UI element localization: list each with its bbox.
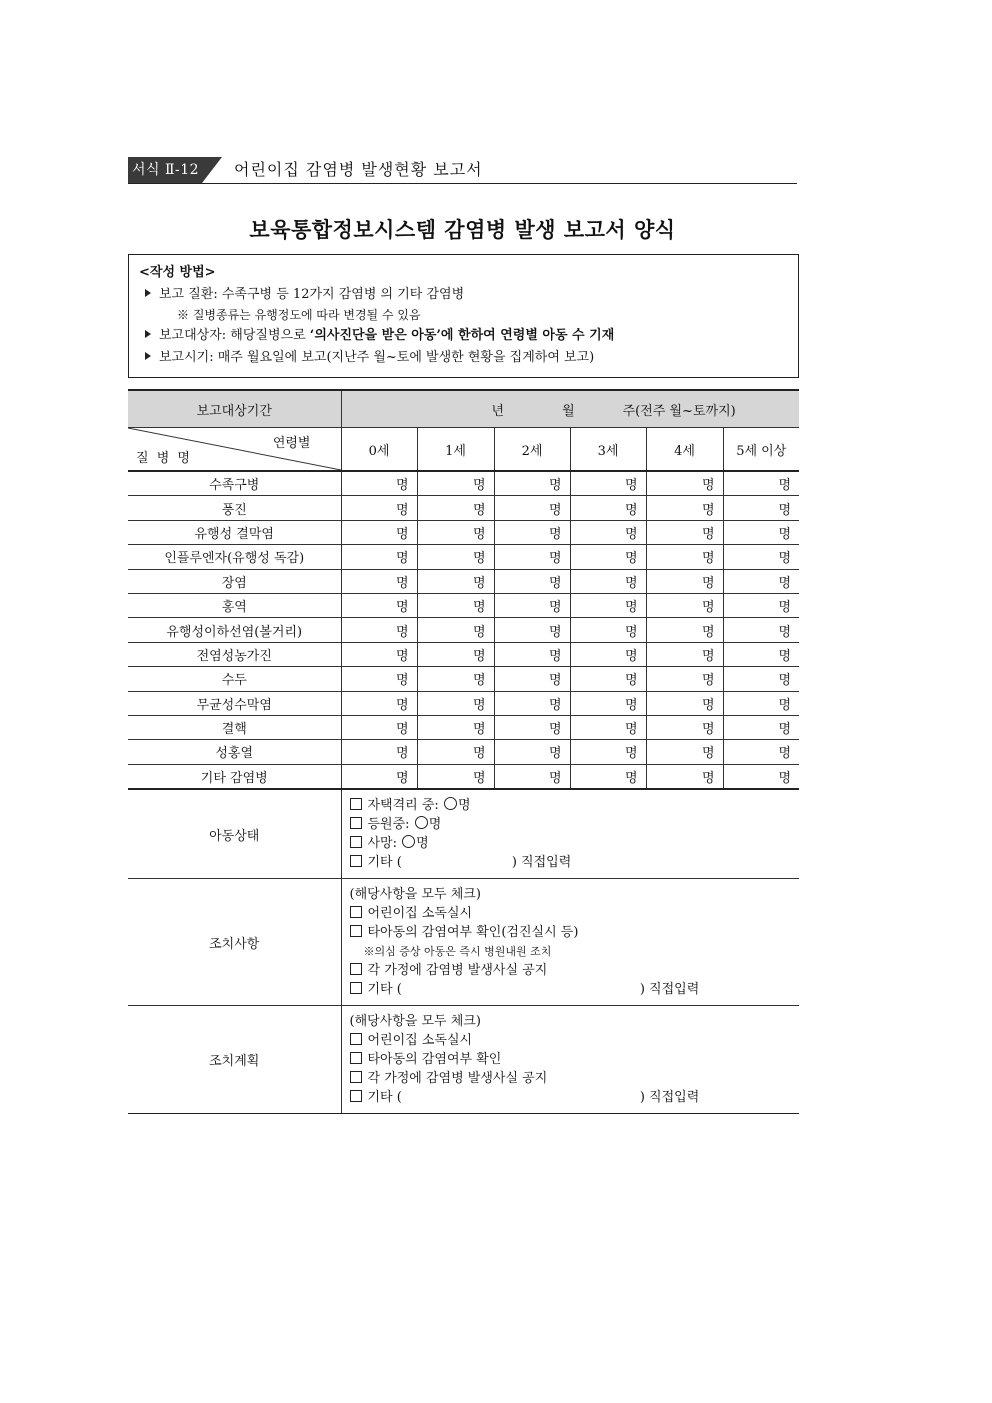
count-cell[interactable]: 명 [494, 667, 570, 691]
count-cell[interactable]: 명 [646, 496, 723, 520]
count-cell[interactable]: 명 [417, 691, 494, 715]
instruction-item: 보고대상자: 해당질병으로 ‘의사진단을 받은 아동’에 한하여 연령별 아동 수 기재 [139, 325, 788, 347]
age-column-header: 2세 [494, 428, 570, 472]
count-cell[interactable]: 명 [341, 642, 417, 666]
disease-row [128, 569, 799, 593]
count-cell[interactable]: 명 [494, 471, 570, 496]
bullet-triangle-icon [145, 330, 151, 338]
instruction-note: ※ 질병종류는 유행정도에 따라 변경될 수 있음 [177, 308, 421, 322]
age-column-header: 4세 [646, 428, 723, 472]
disease-name: 수족구병 [128, 471, 341, 496]
count-cell[interactable]: 명 [646, 667, 723, 691]
count-cell[interactable]: 명 [570, 642, 646, 666]
disease-header: 질 병 명 [136, 451, 192, 466]
count-cell[interactable]: 명 [646, 569, 723, 593]
disease-row [128, 642, 799, 666]
count-cell[interactable]: 명 [341, 618, 417, 642]
action-taken-section [341, 879, 799, 1006]
count-cell[interactable]: 명 [341, 764, 417, 789]
instruction-item: 보고 질환: 수족구병 등 12가지 감염병 의 기타 감염병 [139, 284, 788, 306]
count-cell[interactable]: 명 [494, 740, 570, 764]
disease-rows [128, 471, 799, 789]
circle-blank-icon [415, 816, 428, 829]
checkbox[interactable] [350, 925, 362, 937]
count-cell[interactable]: 명 [570, 593, 646, 617]
tag-slant-decoration [202, 157, 222, 183]
count-cell[interactable]: 명 [723, 691, 799, 715]
child-status-section [341, 789, 799, 879]
disease-name: 풍진 [128, 496, 341, 520]
disease-row [128, 618, 799, 642]
count-cell[interactable]: 명 [723, 764, 799, 789]
circle-blank-icon [402, 835, 415, 848]
count-cell[interactable]: 명 [723, 545, 799, 569]
disease-name: 인플루엔자(유행성 독감) [128, 545, 341, 569]
action-plan-label: 조치계획 [128, 1006, 341, 1114]
count-cell[interactable]: 명 [494, 496, 570, 520]
disease-row [128, 740, 799, 764]
count-cell[interactable]: 명 [417, 642, 494, 666]
count-cell[interactable]: 명 [570, 691, 646, 715]
checkbox[interactable] [350, 1052, 362, 1064]
disease-name: 결핵 [128, 715, 341, 739]
bullet-triangle-icon [145, 352, 151, 360]
checkbox[interactable] [350, 906, 362, 918]
checkbox[interactable] [350, 836, 362, 848]
disease-row [128, 520, 799, 544]
action-other-option[interactable]: 기타 ( ) 직접입력 [350, 980, 792, 999]
form-header-title: 어린이집 감염병 발생현황 보고서 [234, 160, 483, 179]
count-cell[interactable]: 명 [646, 471, 723, 496]
disease-row [128, 667, 799, 691]
action-plan-section [341, 1006, 799, 1114]
count-cell[interactable]: 명 [646, 618, 723, 642]
count-cell[interactable]: 명 [646, 691, 723, 715]
count-cell[interactable]: 명 [646, 545, 723, 569]
count-cell[interactable]: 명 [723, 471, 799, 496]
disease-name: 기타 감염병 [128, 764, 341, 789]
count-cell[interactable]: 명 [570, 471, 646, 496]
plan-option[interactable]: 어린이집 소독실시 [350, 1031, 792, 1050]
status-option[interactable]: 등원중: 명 [350, 815, 792, 834]
action-taken-label: 조치사항 [128, 879, 341, 1006]
count-cell[interactable]: 명 [417, 545, 494, 569]
count-cell[interactable]: 명 [341, 667, 417, 691]
count-cell[interactable]: 명 [570, 520, 646, 544]
child-status-label: 아동상태 [128, 789, 341, 879]
disease-name: 성홍열 [128, 740, 341, 764]
checkbox[interactable] [350, 817, 362, 829]
disease-name: 수두 [128, 667, 341, 691]
count-cell[interactable]: 명 [494, 593, 570, 617]
check-all-note: (해당사항을 모두 체크) [349, 887, 481, 903]
disease-name: 무균성수막염 [128, 691, 341, 715]
count-cell[interactable]: 명 [570, 618, 646, 642]
status-other-option[interactable]: 기타 ( ) 직접입력 [350, 853, 792, 872]
count-cell[interactable]: 명 [723, 593, 799, 617]
count-cell[interactable]: 명 [723, 569, 799, 593]
count-cell[interactable]: 명 [723, 520, 799, 544]
count-cell[interactable]: 명 [417, 569, 494, 593]
count-cell[interactable]: 명 [417, 496, 494, 520]
action-option[interactable]: 각 가정에 감염병 발생사실 공지 [350, 961, 792, 980]
count-cell[interactable]: 명 [570, 715, 646, 739]
instruction-item: 보고시기: 매주 월요일에 보고(지난주 월~토에 발생한 현황을 집계하여 보고) [139, 347, 788, 369]
count-cell[interactable]: 명 [646, 715, 723, 739]
checkbox[interactable] [350, 982, 362, 994]
count-cell[interactable]: 명 [646, 764, 723, 789]
form-number-tag: 서식 Ⅱ-12 [128, 157, 202, 183]
count-cell[interactable]: 명 [723, 667, 799, 691]
count-cell[interactable]: 명 [417, 593, 494, 617]
age-column-header: 3세 [570, 428, 646, 472]
disease-name: 전염성농가진 [128, 642, 341, 666]
count-cell[interactable]: 명 [723, 740, 799, 764]
action-sub-note: ※의심 증상 아동은 즉시 병원내원 조치 [363, 945, 552, 959]
count-cell[interactable]: 명 [570, 764, 646, 789]
disease-name: 장염 [128, 569, 341, 593]
age-column-header: 1세 [417, 428, 494, 472]
checkbox[interactable] [350, 1033, 362, 1045]
document-title: 보육통합정보시스템 감염병 발생 보고서 양식 [249, 218, 676, 242]
count-cell[interactable]: 명 [494, 520, 570, 544]
count-cell[interactable]: 명 [570, 667, 646, 691]
count-cell[interactable]: 명 [341, 715, 417, 739]
instructions-title: <작성 방법> [139, 265, 216, 280]
count-cell[interactable]: 명 [494, 715, 570, 739]
disease-name: 홍역 [128, 593, 341, 617]
action-option[interactable]: 타아동의 감염여부 확인(검진실시 등) [350, 923, 792, 942]
period-label: 보고대상기간 [128, 390, 341, 428]
instructions-box [128, 254, 799, 378]
disease-row [128, 691, 799, 715]
age-header: 연령별 [272, 436, 311, 451]
count-cell[interactable]: 명 [417, 471, 494, 496]
count-cell[interactable]: 명 [723, 618, 799, 642]
count-cell[interactable]: 명 [494, 764, 570, 789]
disease-row [128, 471, 799, 496]
count-cell[interactable]: 명 [570, 496, 646, 520]
disease-row [128, 593, 799, 617]
period-input[interactable]: 년 월 주(전주 월~토까지) [341, 390, 799, 428]
count-cell[interactable]: 명 [417, 764, 494, 789]
count-cell[interactable]: 명 [417, 520, 494, 544]
checkbox[interactable] [350, 963, 362, 975]
disease-name: 유행성이하선염(볼거리) [128, 618, 341, 642]
check-all-note: (해당사항을 모두 체크) [349, 1014, 481, 1030]
count-cell[interactable]: 명 [570, 740, 646, 764]
checkbox[interactable] [350, 798, 362, 810]
count-cell[interactable]: 명 [341, 691, 417, 715]
count-cell[interactable]: 명 [646, 740, 723, 764]
count-cell[interactable]: 명 [417, 618, 494, 642]
disease-row [128, 545, 799, 569]
checkbox[interactable] [350, 1090, 362, 1102]
count-cell[interactable]: 명 [341, 569, 417, 593]
disease-name: 유행성 결막염 [128, 520, 341, 544]
count-cell[interactable]: 명 [723, 642, 799, 666]
action-option[interactable]: 어린이집 소독실시 [350, 904, 792, 923]
count-cell[interactable]: 명 [494, 691, 570, 715]
count-cell[interactable]: 명 [417, 715, 494, 739]
bullet-triangle-icon [145, 289, 151, 297]
count-cell[interactable]: 명 [494, 569, 570, 593]
count-cell[interactable]: 명 [341, 545, 417, 569]
checkbox[interactable] [350, 855, 362, 867]
status-option[interactable]: 사망: 명 [350, 834, 792, 853]
disease-row [128, 496, 799, 520]
disease-row [128, 715, 799, 739]
checkbox[interactable] [350, 1071, 362, 1083]
count-cell[interactable]: 명 [341, 496, 417, 520]
count-cell[interactable]: 명 [723, 496, 799, 520]
count-cell[interactable]: 명 [494, 642, 570, 666]
count-cell[interactable]: 명 [723, 715, 799, 739]
age-column-header: 0세 [341, 428, 417, 472]
age-column-header: 5세 이상 [723, 428, 799, 472]
count-cell[interactable]: 명 [341, 740, 417, 764]
count-cell[interactable]: 명 [646, 642, 723, 666]
count-cell[interactable]: 명 [417, 740, 494, 764]
count-cell[interactable]: 명 [417, 667, 494, 691]
plan-option[interactable]: 타아동의 감염여부 확인 [350, 1050, 792, 1069]
count-cell[interactable]: 명 [494, 618, 570, 642]
report-table [128, 389, 799, 1114]
plan-other-option[interactable]: 기타 ( ) 직접입력 [350, 1088, 792, 1107]
count-cell[interactable]: 명 [494, 545, 570, 569]
disease-row [128, 764, 799, 789]
circle-blank-icon [444, 797, 457, 810]
plan-option[interactable]: 각 가정에 감염병 발생사실 공지 [350, 1069, 792, 1088]
diagonal-header-cell [128, 428, 341, 472]
count-cell[interactable]: 명 [570, 569, 646, 593]
count-cell[interactable]: 명 [341, 593, 417, 617]
form-header [128, 156, 797, 184]
status-option[interactable]: 자택격리 중: 명 [350, 796, 792, 815]
count-cell[interactable]: 명 [646, 520, 723, 544]
count-cell[interactable]: 명 [341, 471, 417, 496]
count-cell[interactable]: 명 [341, 520, 417, 544]
count-cell[interactable]: 명 [570, 545, 646, 569]
count-cell[interactable]: 명 [646, 593, 723, 617]
